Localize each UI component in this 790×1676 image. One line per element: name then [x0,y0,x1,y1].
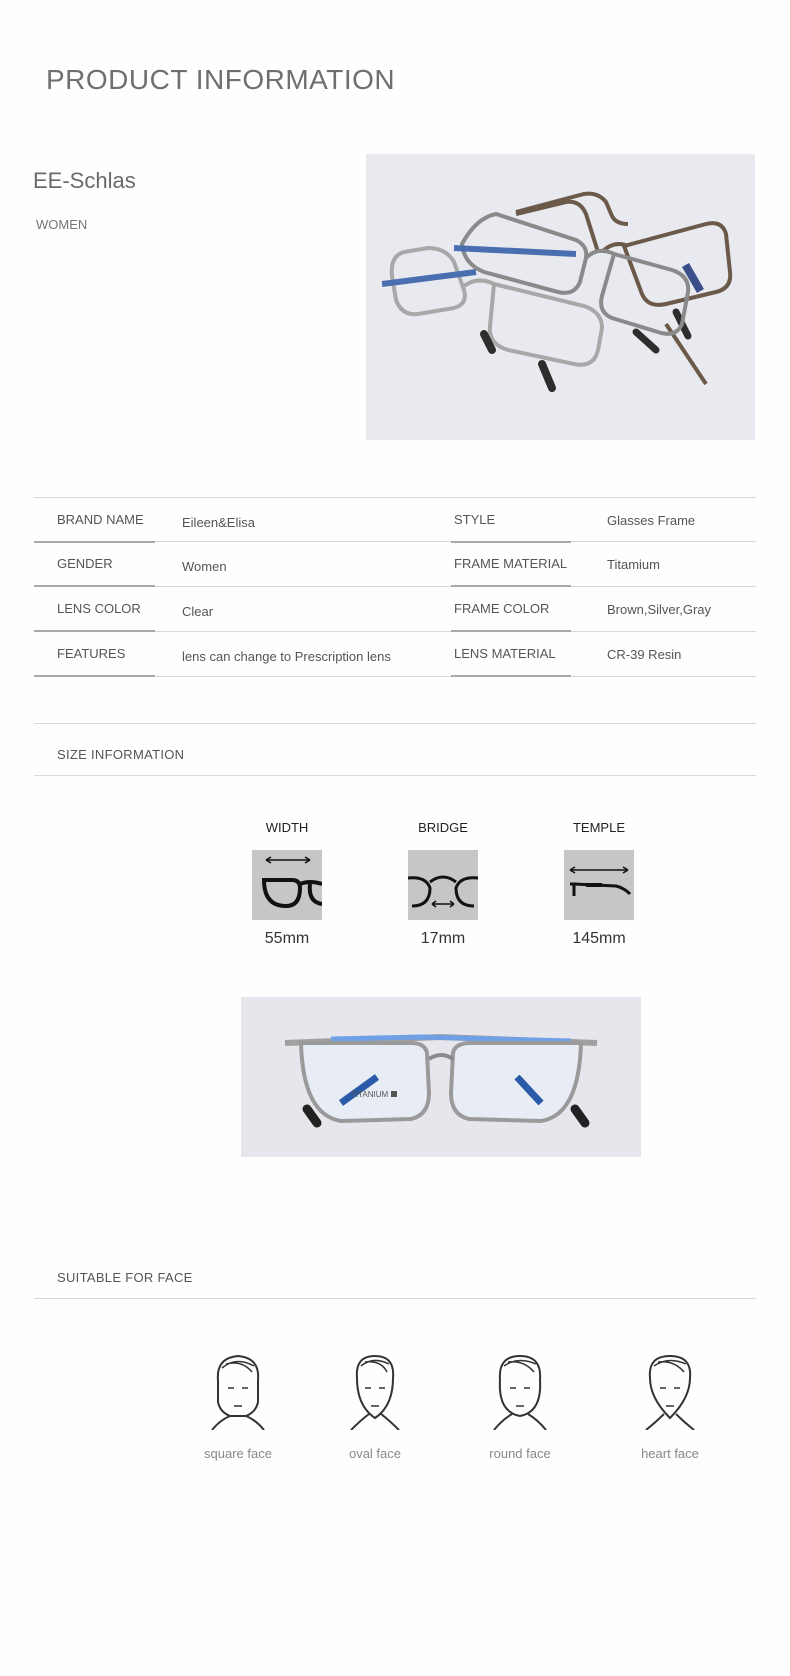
face-heart [620,1350,720,1461]
spec-key: FRAME COLOR [451,587,571,632]
size-value: 17mm [420,930,466,947]
oval-face-icon [343,1350,407,1430]
spec-key: LENS COLOR [34,587,155,632]
size-value: 55mm [264,930,310,947]
spec-value: Eileen&Elisa [182,514,255,530]
size-bridge [383,820,503,948]
face-label: oval face [348,1446,402,1461]
spec-row [34,497,756,542]
size-value: 145mm [572,930,626,947]
face-heading: SUITABLE FOR FACE [57,1270,193,1285]
size-temple [539,820,659,948]
page-title: PRODUCT INFORMATION [46,64,396,95]
face-label: heart face [641,1446,699,1461]
hero-product-photo [366,154,755,440]
product-category: WOMEN [36,217,88,232]
square-face-icon [206,1350,270,1430]
face-label: square face [204,1446,272,1461]
size-label: TEMPLE [572,820,625,835]
spec-key: BRAND NAME [34,498,155,543]
face-round [470,1350,570,1461]
spec-value: CR-39 Resin [607,646,682,662]
spec-row [34,632,756,677]
glasses-front-illustration [241,997,641,1157]
size-label: BRIDGE [418,820,468,835]
spec-row [34,587,756,632]
spec-value: Brown,Silver,Gray [607,601,712,617]
spec-key: STYLE [451,498,571,543]
spec-value: Glasses Frame [607,512,696,528]
bridge-diagram-icon [408,850,478,920]
temple-diagram-icon [564,850,634,920]
glasses-stack-illustration [366,154,755,440]
round-face-icon [488,1350,552,1430]
spec-value: Women [182,558,227,574]
spec-value: lens can change to Prescription lens [182,648,391,664]
heart-face-icon [638,1350,702,1430]
face-label: round face [489,1446,551,1461]
size-width [227,820,347,948]
size-label: WIDTH [265,820,309,835]
spec-value: Titamium [607,556,660,572]
spec-row [34,542,756,587]
spec-table [34,497,756,677]
divider [34,723,756,724]
product-name: EE-Schlas [33,168,136,193]
spec-key: FEATURES [34,632,155,677]
face-square [188,1350,288,1461]
width-diagram-icon [252,850,322,920]
frame-stamp-text: TITANIUM [351,1090,389,1099]
spec-value: Clear [182,603,214,619]
spec-key: FRAME MATERIAL [451,542,571,587]
divider [34,1298,756,1299]
spec-key: LENS MATERIAL [451,632,571,677]
front-product-photo [241,997,641,1157]
face-oval [325,1350,425,1461]
divider [34,775,756,776]
size-heading: SIZE INFORMATION [57,747,185,762]
spec-key: GENDER [34,542,155,587]
